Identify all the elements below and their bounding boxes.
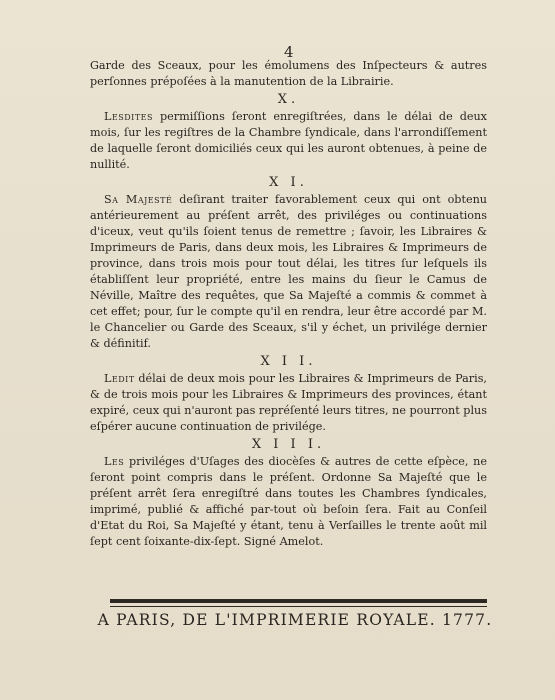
section-heading-xi: X I. xyxy=(269,175,308,190)
section-lead-word: Les xyxy=(104,455,125,468)
section-text: priviléges d'Uſages des diocèſes & autres de cette eſpèce, ne ſeront point compris dans le préſent. Ordonne Sa Majeſté que le préſent arrêt ſera enregiſtré dans toutes les Chambres ſyndicales, imprimé, publié & affiché par-tout où beſoin ſera. Fait au Conſeil d'Etat du Roi, Sa Majeſté y étant, tenu à Verſailles le trente août mil ſept cent ſoixante-dix-ſept. Signé Amelot. xyxy=(90,455,487,548)
section-paragraph-x xyxy=(90,109,487,173)
page-number: 4 xyxy=(284,43,294,61)
double-rule-thick xyxy=(110,599,487,603)
section-paragraph-xi xyxy=(90,192,487,352)
section-paragraph-xii xyxy=(90,371,487,435)
section-heading-xii: X I I. xyxy=(260,354,317,369)
section-heading-xiii: X I I I. xyxy=(251,437,326,452)
opening-paragraph: Garde des Sceaux, pour les émolumens des Inſpecteurs & autres perſonnes prépoſées à la manutention de la Librairie. xyxy=(90,59,487,88)
section-text: permiſſions ſeront enregiſtrées, dans le délai de deux mois, ſur les regiſtres de la Chambre ſyndicale, dans l'arrondiſſement de laquelle ſeront domiciliés ceux qui les auront obtenues, à peine de nullité. xyxy=(90,110,487,171)
section-lead-word: Ledit xyxy=(104,372,135,385)
double-rule-thin xyxy=(110,606,487,607)
section-lead-word: Sa Majesté xyxy=(104,193,173,206)
document-body xyxy=(90,58,487,550)
section-text: deſirant traiter favorablement ceux qui ont obtenu antérieurement au préſent arrêt, des priviléges ou continuations d'iceux, veut qu'ils ſoient tenus de remettre ; ſavoir, les Libraires & Imprimeurs de Paris, dans deux mois, les Libraires & Imprimeurs de province, dans trois mois pour tout délai, les titres ſur leſquels ils établiſſent leur propriété, entre les mains du ſieur le Camus de Néville, Maître des requêtes, que Sa Majeſté a commis & commet à cet effet; pour, ſur le compte qu'il en rendra, leur être accordé par M. le Chancelier ou Garde des Sceaux, s'il y échet, un privilége dernier & définitif. xyxy=(90,193,487,350)
section-paragraph-xiii xyxy=(90,454,487,550)
imprint-line: A PARIS, DE L'IMPRIMERIE ROYALE. 1777. xyxy=(97,611,493,629)
section-text: délai de deux mois pour les Libraires & Imprimeurs de Paris, & de trois mois pour les Libraires & Imprimeurs des provinces, étant expiré, ceux qui n'auront pas repréſenté leurs titres, ne pourront plus eſpérer aucune continuation de privilége. xyxy=(90,372,487,433)
section-heading-x: X. xyxy=(277,92,300,107)
section-lead-word: Lesdites xyxy=(104,110,153,123)
